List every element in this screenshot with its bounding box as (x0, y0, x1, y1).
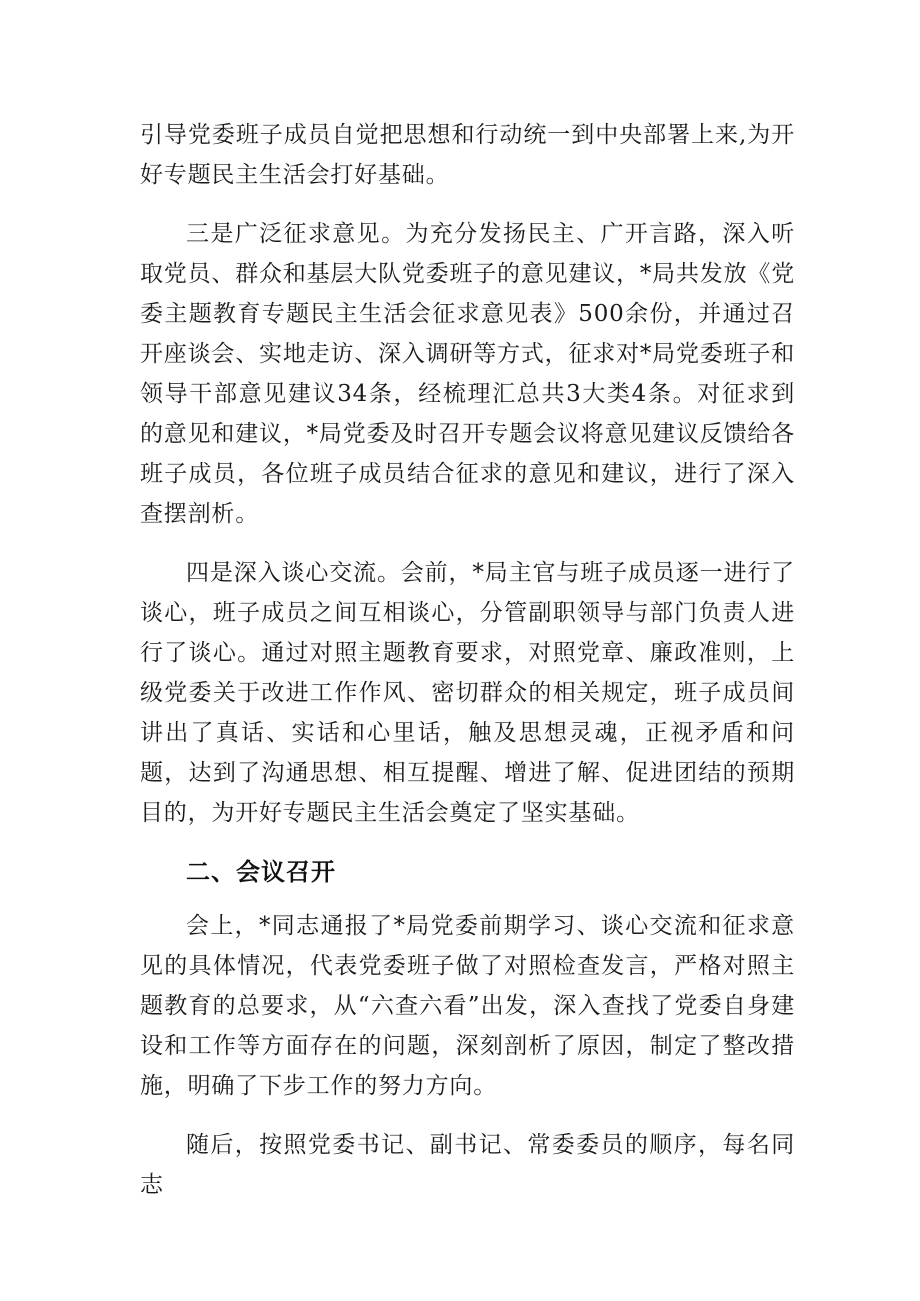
paragraph-speaking-order: 随后，按照党委书记、副书记、常委委员的顺序，每名同志 (140, 1132, 795, 1198)
section-heading: 二、会议召开 (186, 858, 336, 886)
paragraph-continuation: 引导党委班子成员自觉把思想和行动统一到中央部署上来,为开好专题民主生活会打好基础。 (140, 122, 795, 188)
paragraph-meeting-report: 会上，*同志通报了*局党委前期学习、谈心交流和征求意见的具体情况，代表党委班子做了对照检查发言，严格对照主题教育的总要求，从“六查六看”出发，深入查找了党委自身建设和工作等方面存在的问题，深刻剖析了原因，制定了整改措施，明确了下步工作的努力方向。 (140, 913, 795, 1099)
document-body (140, 115, 795, 1224)
paragraph-solicit-opinions: 三是广泛征求意见。为充分发扬民主、广开言路，深入听取党员、群众和基层大队党委班子的意见建议，*局共发放《党委主题教育专题民主生活会征求意见表》500余份，并通过召开座谈会、实地走访、深入调研等方式，征求对*局党委班子和领导干部意见建议34条，经梳理汇总共3大类4条。对征求到的意见和建议，*局党委及时召开专题会议将意见建议反馈给各班子成员，各位班子成员结合征求的意见和建议，进行了深入查摆剖析。 (140, 221, 795, 527)
paragraph-heart-to-heart-talks: 四是深入谈心交流。会前，*局主官与班子成员逐一进行了谈心，班子成员之间互相谈心，分管副职领导与部门负责人进行了谈心。通过对照主题教育要求，对照党章、廉政准则，上级党委关于改进工作作风、密切群众的相关规定，班子成员间讲出了真话、实话和心里话，触及思想灵魂，正视矛盾和问题，达到了沟通思想、相互提醒、增进了解、促进团结的预期目的，为开好专题民主生活会奠定了坚实基础。 (140, 560, 795, 826)
